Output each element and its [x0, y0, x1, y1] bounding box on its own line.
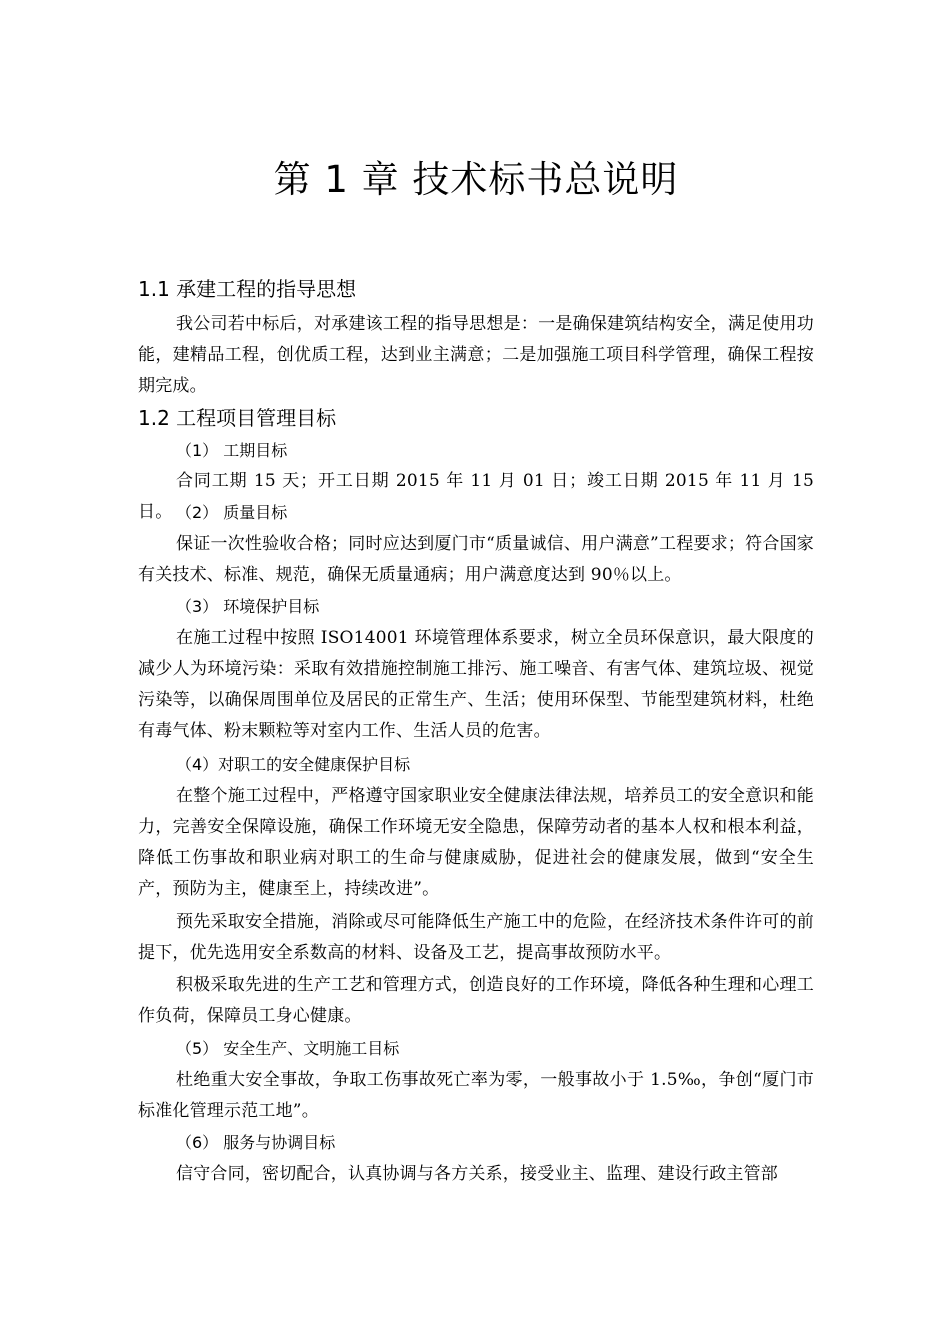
paragraph-schedule-goal: 合同工期 15 天；开工日期 2015 年 11 月 01 日；竣工日期 2015 年 11 月 15 日。 — [138, 471, 814, 522]
subheading-safety-health-goal: （4）对职工的安全健康保护目标 — [176, 755, 411, 774]
document-page — [138, 0, 814, 1344]
paragraph-safety-health-1: 在整个施工过程中，严格遵守国家职业安全健康法律法规，培养员工的安全意识和能力，完善安全保障设施，确保工作环境无安全隐患，保障劳动者的基本人权和根本利益，降低工伤事故和职业病对职工的生命与健康威胁，促进社会的健康发展，做到“安全生产，预防为主，健康至上，持续改进”。 — [138, 786, 814, 899]
paragraph-safe-production-goal: 杜绝重大安全事故，争取工伤事故死亡率为零，一般事故小于 1.5‰，争创“厦门市标准化管理示范工地”。 — [138, 1070, 814, 1121]
subheading-environment-goal: （3） 环境保护目标 — [176, 597, 320, 616]
paragraph-safety-health-3: 积极采取先进的生产工艺和管理方式，创造良好的工作环境，降低各种生理和心理工作负荷，保障员工身心健康。 — [138, 975, 814, 1026]
paragraph-quality-goal: 保证一次性验收合格；同时应达到厦门市“质量诚信、用户满意”工程要求；符合国家有关技术、标准、规范，确保无质量通病；用户满意度达到 90％以上。 — [138, 534, 814, 585]
subheading-quality-goal: （2） 质量目标 — [176, 503, 288, 522]
subheading-safe-production-goal: （5） 安全生产、文明施工目标 — [176, 1039, 400, 1058]
paragraph-safety-health-2: 预先采取安全措施，消除或尽可能降低生产施工中的危险，在经济技术条件许可的前提下，优先选用安全系数高的材料、设备及工艺，提高事故预防水平。 — [138, 912, 814, 963]
section-heading-1-1: 1.1 承建工程的指导思想 — [138, 277, 357, 301]
chapter-title: 第 1 章 技术标书总说明 — [273, 158, 679, 201]
paragraph-service-goal: 信守合同，密切配合，认真协调与各方关系，接受业主、监理、建设行政主管部 — [176, 1164, 778, 1184]
subheading-service-goal: （6） 服务与协调目标 — [176, 1133, 336, 1152]
paragraph-guiding-idea: 我公司若中标后，对承建该工程的指导思想是：一是确保建筑结构安全，满足使用功能，建精品工程，创优质工程，达到业主满意；二是加强施工项目科学管理，确保工程按期完成。 — [138, 314, 814, 396]
paragraph-environment-goal: 在施工过程中按照 ISO14001 环境管理体系要求，树立全员环保意识，最大限度的减少人为环境污染：采取有效措施控制施工排污、施工噪音、有害气体、建筑垃圾、视觉污染等，以确保周围单位及居民的正常生产、生活；使用环保型、节能型建筑材料，杜绝有毒气体、粉末颗粒等对室内工作、生活人员的危害。 — [138, 628, 814, 741]
section-heading-1-2: 1.2 工程项目管理目标 — [138, 406, 337, 430]
subheading-schedule-goal: （1） 工期目标 — [176, 441, 288, 460]
